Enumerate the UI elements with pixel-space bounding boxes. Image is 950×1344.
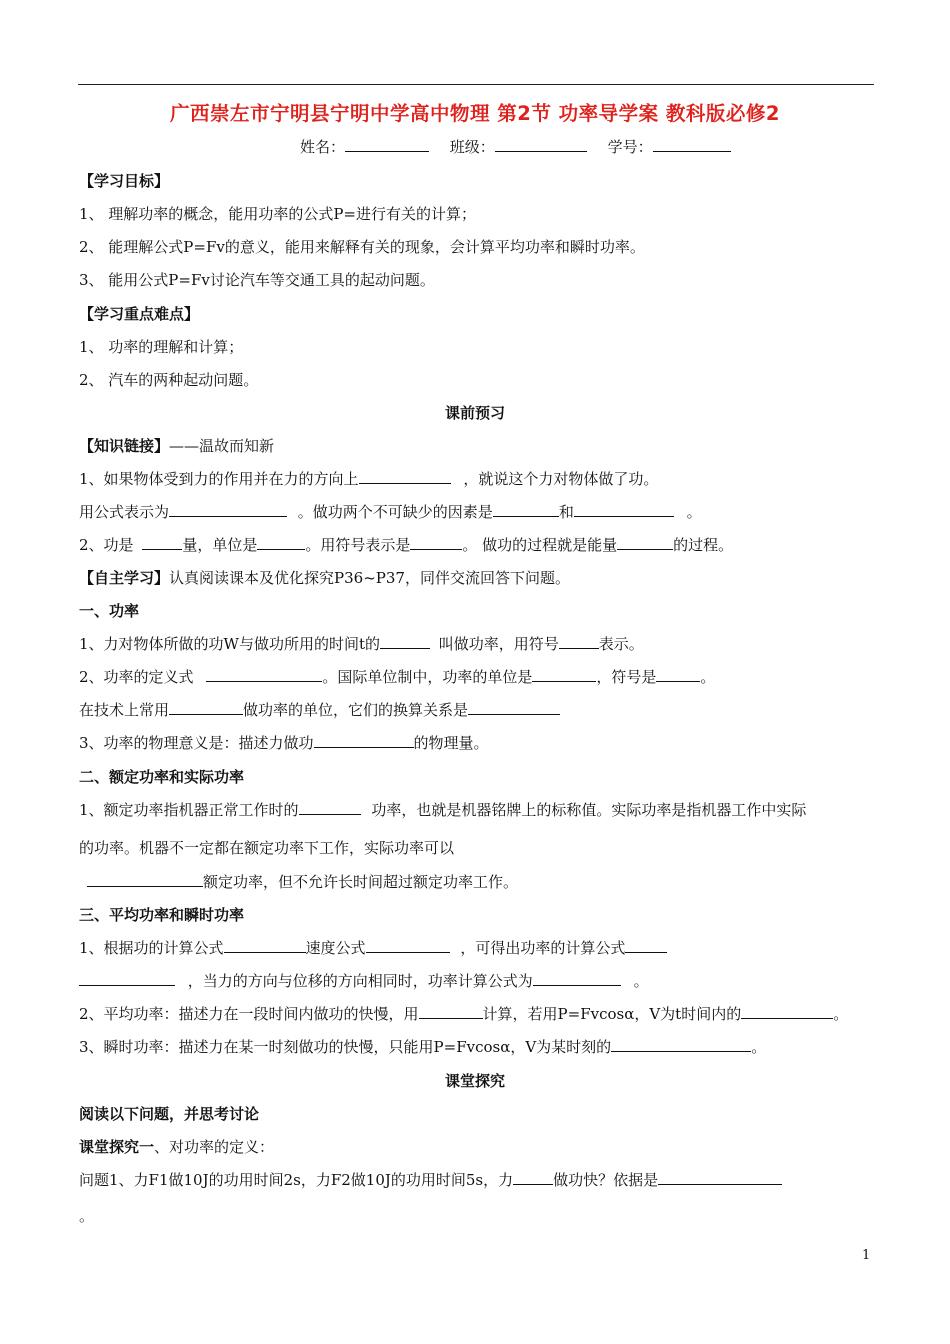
header-rule: [78, 84, 874, 85]
answer-blank[interactable]: [206, 667, 322, 682]
sec1-line1: 1、力对物体所做的功W与做功所用的时间t的 叫做功率，用符号 表示。: [79, 635, 644, 653]
name-blank[interactable]: [345, 137, 429, 152]
objective-item: 3、 能用公式P=Fv讨论汽车等交通工具的起动问题。: [79, 271, 435, 289]
sec3-line1: 1、根据功的计算公式 速度公式 ，可得出功率的计算公式: [79, 938, 667, 958]
answer-blank[interactable]: [257, 535, 305, 550]
sec1-line4: 3、功率的物理意义是：描述力做功 的物理量。: [79, 734, 489, 752]
student-info-line: 姓名： 班级： 学号：: [300, 137, 731, 157]
answer-blank[interactable]: [314, 733, 414, 748]
answer-blank[interactable]: [142, 535, 182, 550]
answer-blank[interactable]: [419, 1004, 483, 1019]
classroom-heading: 课堂探究: [444, 1072, 505, 1090]
answer-blank[interactable]: [741, 1004, 833, 1019]
answer-blank[interactable]: [359, 469, 451, 484]
page-number: 1: [862, 1248, 871, 1263]
explore1-line: 课堂探究一、对功率的定义：: [79, 1138, 275, 1156]
explore1-question1-end: 。: [79, 1207, 95, 1225]
sec3-line3: 2、平均功率：描述力在一段时间内做功的快慢，用 计算，若用P=Fvcosα，V为t时间内的 。: [79, 1005, 849, 1023]
section-heading-average-power: 三、平均功率和瞬时功率: [79, 906, 245, 924]
sec2-line2: 的功率。机器不一定都在额定功率下工作，实际功率可以: [79, 839, 455, 857]
answer-blank[interactable]: [532, 667, 596, 682]
document-title: 广西崇左市宁明县宁明中学高中物理 第2节 功率导学案 教科版必修2: [169, 102, 780, 125]
explore1-question1: 问题1、力F1做10J的功用时间2s，力F2做10J的功用时间5s，力 做功快？依据是: [79, 1170, 782, 1190]
sec3-line4: 3、瞬时功率：描述力在某一时刻做功的快慢，只能用P=Fvcosα，V为某时刻的 。: [79, 1038, 767, 1056]
section-heading-rated-power: 二、额定功率和实际功率: [79, 768, 245, 786]
read-instruction: 阅读以下问题，并思考讨论: [79, 1105, 260, 1123]
class-blank[interactable]: [495, 137, 587, 152]
answer-blank[interactable]: [493, 502, 559, 517]
section-heading-power: 一、功率: [79, 602, 140, 620]
answer-blank[interactable]: [625, 938, 667, 953]
key-point-item: 2、 汽车的两种起动问题。: [79, 371, 259, 389]
id-blank[interactable]: [653, 137, 731, 152]
answer-blank[interactable]: [79, 971, 175, 986]
preview-q1-line1: 1、如果物体受到力的作用并在力的方向上 ，就说这个力对物体做了功。: [79, 470, 659, 488]
preview-heading: 课前预习: [444, 404, 505, 422]
objective-item: 2、 能理解公式P=Fv的意义，能用来解释有关的现象，会计算平均功率和瞬时功率。: [79, 238, 645, 256]
answer-blank[interactable]: [224, 938, 306, 953]
answer-blank[interactable]: [559, 634, 599, 649]
answer-blank[interactable]: [513, 1170, 553, 1185]
answer-blank[interactable]: [658, 1170, 782, 1185]
sec3-line2: ，当力的方向与位移的方向相同时，功率计算公式为 。: [79, 971, 649, 991]
answer-blank[interactable]: [533, 971, 621, 986]
sec1-line3: 在技术上常用 做功率的单位，它们的换算关系是: [79, 700, 560, 720]
sec1-line2: 2、功率的定义式 。国际单位制中，功率的单位是 ，符号是 。: [79, 668, 716, 686]
answer-blank[interactable]: [87, 872, 203, 887]
key-point-item: 1、 功率的理解和计算；: [79, 338, 244, 356]
sec2-line3: 额定功率，但不允许长时间超过额定功率工作。: [79, 872, 518, 892]
answer-blank[interactable]: [574, 502, 674, 517]
answer-blank[interactable]: [169, 502, 287, 517]
answer-blank[interactable]: [169, 700, 243, 715]
preview-q2-line: 2、功是 量，单位是 。用符号表示是 。 做功的过程就是能量 的过程。: [79, 536, 734, 554]
answer-blank[interactable]: [380, 634, 430, 649]
answer-blank[interactable]: [410, 535, 462, 550]
answer-blank[interactable]: [468, 700, 560, 715]
answer-blank[interactable]: [299, 800, 361, 815]
sec2-line1: 1、额定功率指机器正常工作时的 功率，也就是机器铭牌上的标称值。实际功率是指机器工作中实际: [79, 801, 807, 819]
self-study-line: 【自主学习】认真阅读课本及优化探究P36~P37，同伴交流回答下问题。: [79, 569, 570, 587]
answer-blank[interactable]: [656, 667, 700, 682]
preview-q1-line2: 用公式表示为 。做功两个不可缺少的因素是 和 。: [79, 503, 702, 521]
answer-blank[interactable]: [617, 535, 673, 550]
answer-blank[interactable]: [611, 1037, 751, 1052]
answer-blank[interactable]: [366, 938, 450, 953]
objective-item: 1、 理解功率的概念，能用功率的公式P=进行有关的计算；: [79, 205, 476, 223]
objectives-heading: 【学习目标】: [79, 172, 170, 190]
knowledge-link-line: 【知识链接】——温故而知新: [79, 437, 275, 455]
key-points-heading: 【学习重点难点】: [79, 305, 200, 323]
